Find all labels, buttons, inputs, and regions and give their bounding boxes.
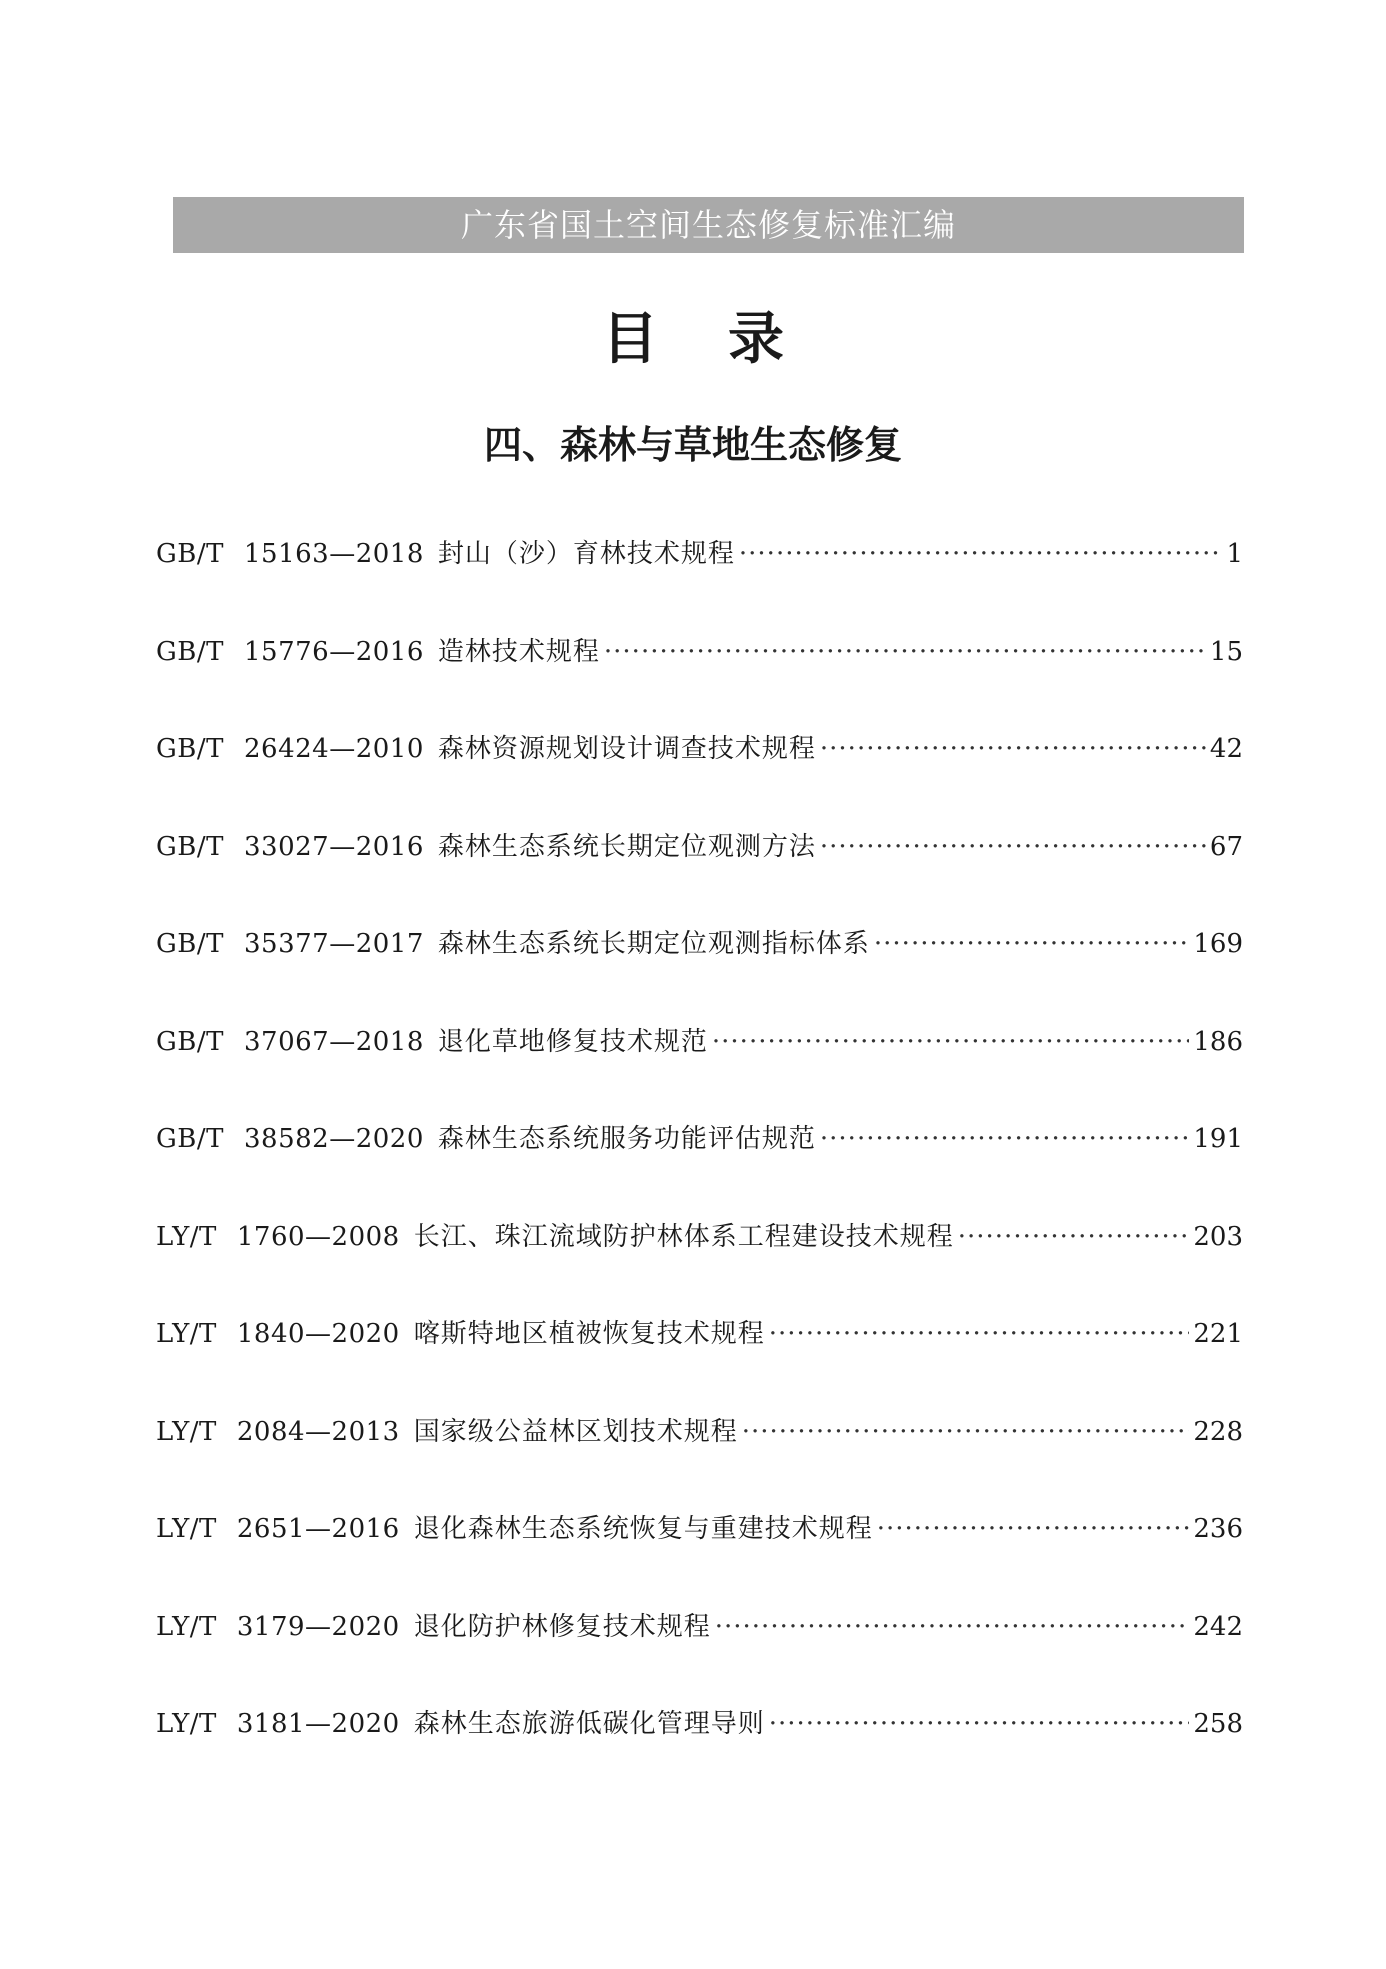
standard-prefix: GB/T: [156, 831, 224, 862]
dot-leader: [715, 1600, 1190, 1654]
standard-prefix: LY/T: [156, 1611, 217, 1642]
standard-number: 3181—2020: [236, 1709, 400, 1739]
standard-code: [156, 820, 438, 874]
standard-number: 15776—2016: [243, 636, 424, 667]
standard-code: [156, 1210, 414, 1264]
standard-number: 35377—2017: [243, 929, 424, 959]
standard-code: [156, 1112, 438, 1166]
standard-number: 15163—2018: [243, 539, 424, 569]
toc-entry[interactable]: [156, 1307, 1243, 1405]
standard-code: [156, 1307, 414, 1361]
toc-entry[interactable]: [156, 1015, 1243, 1113]
dot-leader: [769, 1697, 1190, 1751]
page-number: 242: [1193, 1611, 1243, 1642]
page-number: 186: [1193, 1026, 1243, 1057]
standard-title: 森林资源规划设计调查技术规程: [437, 734, 816, 764]
page-number: 42: [1209, 734, 1243, 764]
toc-entry[interactable]: [156, 1112, 1243, 1210]
toc-entry[interactable]: [156, 1502, 1243, 1600]
series-title-banner: 广东省国土空间生态修复标准汇编: [173, 197, 1244, 253]
standard-prefix: GB/T: [156, 1124, 224, 1154]
toc-entry[interactable]: [156, 722, 1243, 820]
dot-leader: [874, 917, 1189, 971]
standard-code: [156, 625, 438, 679]
standard-number: 33027—2016: [243, 831, 424, 862]
toc-entry[interactable]: [156, 1697, 1243, 1795]
dot-leader: [877, 1502, 1190, 1556]
standard-prefix: LY/T: [156, 1319, 217, 1349]
toc-entry[interactable]: [156, 1405, 1243, 1503]
dot-leader: [820, 1112, 1189, 1166]
toc-entry[interactable]: [156, 820, 1243, 918]
standard-prefix: GB/T: [156, 1026, 224, 1057]
dot-leader: [712, 1015, 1189, 1069]
page-number: 236: [1193, 1514, 1243, 1544]
page-number: 228: [1193, 1416, 1243, 1447]
standard-prefix: GB/T: [156, 929, 224, 959]
standard-title: 退化森林生态系统恢复与重建技术规程: [413, 1514, 873, 1544]
standard-code: [156, 1405, 414, 1459]
standard-number: 1760—2008: [236, 1221, 400, 1252]
standard-title: 森林生态系统长期定位观测方法: [437, 831, 816, 862]
standard-number: 38582—2020: [243, 1124, 424, 1154]
standard-code: [156, 1600, 414, 1654]
page-title-char-2: 录: [728, 307, 784, 372]
standard-title: 封山（沙）育林技术规程: [437, 539, 735, 569]
standard-title: 森林生态系统服务功能评估规范: [437, 1124, 816, 1154]
standard-prefix: GB/T: [156, 539, 224, 569]
standard-title: 森林生态旅游低碳化管理导则: [413, 1709, 765, 1739]
toc-list: [156, 527, 1243, 1795]
dot-leader: [769, 1307, 1190, 1361]
section-heading: 四、森林与草地生态修复: [483, 422, 902, 467]
standard-number: 1840—2020: [236, 1319, 400, 1349]
page-title-char-1: 目: [602, 307, 658, 372]
dot-leader: [604, 625, 1206, 679]
toc-entry[interactable]: [156, 1600, 1243, 1698]
toc-entry[interactable]: [156, 625, 1243, 723]
standard-number: 3179—2020: [236, 1611, 400, 1642]
standard-number: 37067—2018: [243, 1026, 424, 1057]
standard-title: 森林生态系统长期定位观测指标体系: [437, 929, 870, 959]
toc-entry[interactable]: [156, 527, 1243, 625]
dot-leader: [958, 1210, 1190, 1264]
standard-title: 退化防护林修复技术规程: [413, 1611, 711, 1642]
toc-entry[interactable]: [156, 1210, 1243, 1308]
standard-title: 喀斯特地区植被恢复技术规程: [413, 1319, 765, 1349]
standard-code: [156, 1697, 414, 1751]
page-number: 169: [1193, 929, 1243, 959]
standard-code: [156, 722, 438, 776]
standard-code: [156, 527, 438, 581]
standard-title: 国家级公益林区划技术规程: [413, 1416, 738, 1447]
dot-leader: [820, 722, 1206, 776]
standard-number: 26424—2010: [243, 734, 424, 764]
page-number: 203: [1193, 1221, 1243, 1252]
page-number: 67: [1209, 831, 1243, 862]
standard-code: [156, 917, 438, 971]
page-title: [0, 300, 1386, 380]
standard-number: 2651—2016: [236, 1514, 400, 1544]
dot-leader: [820, 820, 1206, 874]
dot-leader: [742, 1405, 1190, 1459]
page-number: 258: [1193, 1709, 1243, 1739]
standard-title: 长江、珠江流域防护林体系工程建设技术规程: [413, 1221, 954, 1252]
standard-title: 造林技术规程: [437, 636, 600, 667]
standard-prefix: GB/T: [156, 734, 224, 764]
page-number: 221: [1193, 1319, 1243, 1349]
page-number: 15: [1209, 636, 1243, 667]
toc-entry[interactable]: [156, 917, 1243, 1015]
page-number: 191: [1193, 1124, 1243, 1154]
standard-title: 退化草地修复技术规范: [437, 1026, 708, 1057]
standard-number: 2084—2013: [236, 1416, 400, 1447]
standard-prefix: GB/T: [156, 636, 224, 667]
standard-prefix: LY/T: [156, 1514, 217, 1544]
standard-code: [156, 1502, 414, 1556]
standard-prefix: LY/T: [156, 1416, 217, 1447]
standard-code: [156, 1015, 438, 1069]
standard-prefix: LY/T: [156, 1709, 217, 1739]
dot-leader: [739, 527, 1223, 581]
page-number: 1: [1226, 539, 1243, 569]
standard-prefix: LY/T: [156, 1221, 217, 1252]
